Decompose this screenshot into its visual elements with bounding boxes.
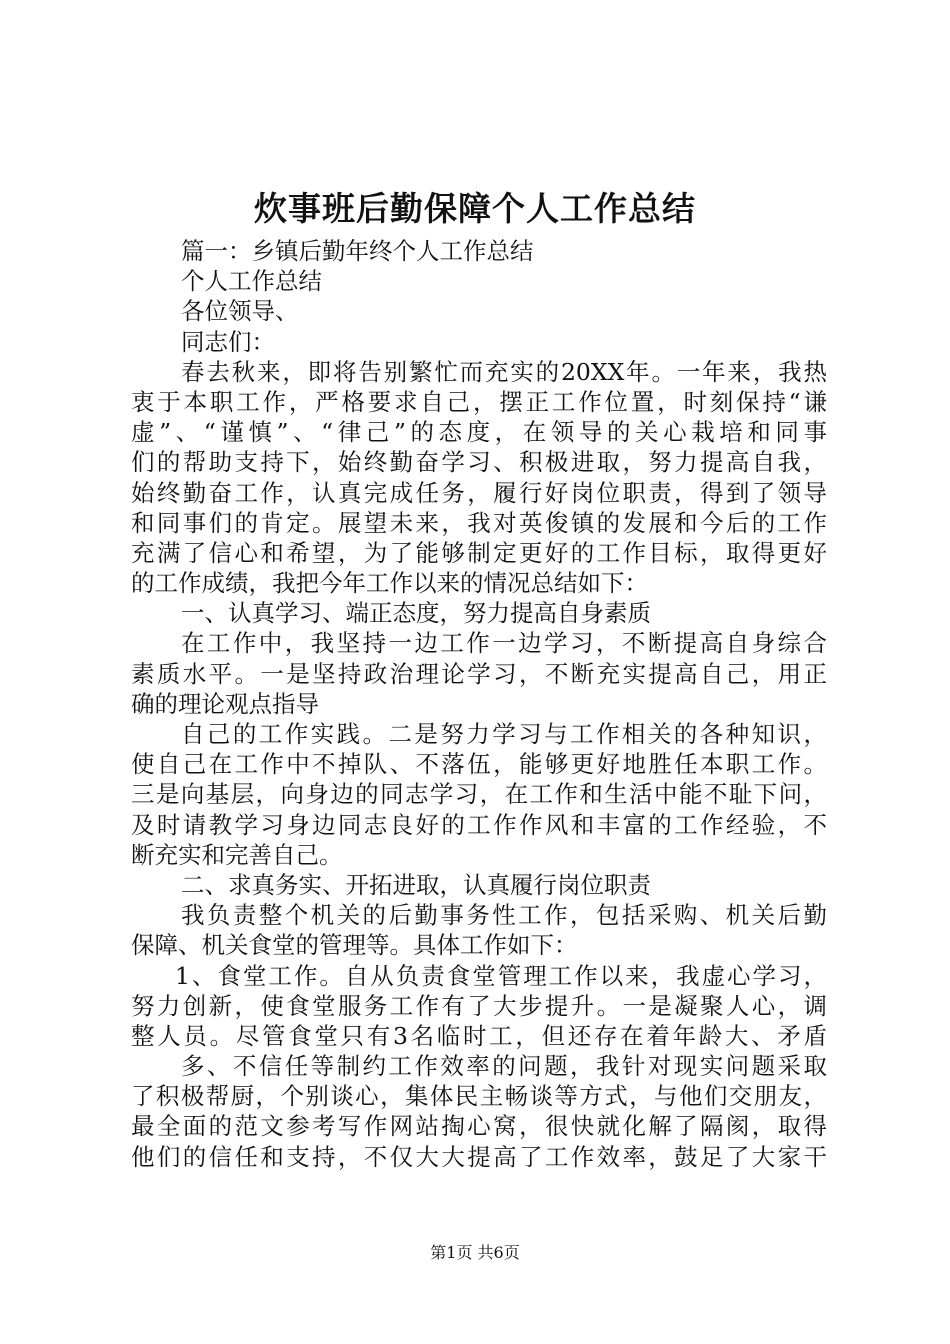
text-line: 使自己在工作中不掉队、不落伍，能够更好地胜任本职工作。 [131,750,827,779]
text-line: 我负责整个机关的后勤事务性工作，包括采购、机关后勤 [181,901,827,930]
text-line: 及时请教学习身边同志良好的工作作风和丰富的工作经验，不 [131,810,827,839]
text-line: 衷于本职工作，严格要求自己，摆正工作位置，时刻保持“谦 [131,387,827,416]
text-line: 同志们： [181,327,275,356]
text-line: 虚”、“谨慎”、“律己”的态度，在领导的关心栽培和同事 [131,418,827,447]
text-line: 保障、机关食堂的管理等。具体工作如下： [131,931,578,960]
text-line: 努力创新，使食堂服务工作有了大步提升。一是凝聚人心，调 [131,991,827,1020]
text-line: 春去秋来，即将告别繁忙而充实的20XX年。一年来，我热 [181,357,827,386]
text-line: 素质水平。一是坚持政治理论学习，不断充实提高自己，用正 [131,659,827,688]
text-line: 了积极帮厨，个别谈心，集体民主畅谈等方式，与他们交朋友， [131,1082,827,1111]
text-line: 1、食堂工作。自从负责食堂管理工作以来，我虚心学习， [175,961,827,990]
text-line: 在工作中，我坚持一边工作一边学习，不断提高自身综合 [181,629,827,658]
text-line: 二、求真务实、开拓进取，认真履行岗位职责 [181,870,651,899]
text-line: 各位领导、 [181,297,299,326]
text-line: 整人员。尽管食堂只有3名临时工，但还存在着年龄大、矛盾 [131,1021,827,1050]
text-line: 始终勤奋工作，认真完成任务，履行好岗位职责，得到了领导 [131,478,827,507]
text-line: 和同事们的肯定。展望未来，我对英俊镇的发展和今后的工作 [131,508,827,537]
document-title: 炊事班后勤保障个人工作总结 [254,189,696,228]
text-line: 个人工作总结 [181,267,322,296]
text-line: 他们的信任和支持，不仅大大提高了工作效率，鼓足了大家干 [131,1142,827,1171]
text-line: 一、认真学习、端正态度，努力提高自身素质 [181,599,651,628]
text-line: 三是向基层，向身边的同志学习，在工作和生活中能不耻下问， [131,780,827,809]
page-footer: 第1页 共6页 [430,1243,520,1262]
text-line: 断充实和完善自己。 [131,840,343,869]
text-line: 的工作成绩，我把今年工作以来的情况总结如下： [131,569,648,598]
text-line: 多、不信任等制约工作效率的问题，我针对现实问题采取 [181,1052,827,1081]
document-body [131,236,827,1172]
text-line: 确的理论观点指导 [131,689,319,718]
text-line: 最全面的范文参考写作网站掏心窝，很快就化解了隔阂，取得 [131,1112,827,1141]
text-line: 自己的工作实践。二是努力学习与工作相关的各种知识， [181,720,827,748]
text-line: 充满了信心和希望，为了能够制定更好的工作目标，取得更好 [131,538,827,567]
text-line: 们的帮助支持下，始终勤奋学习、积极进取，努力提高自我， [131,448,827,477]
text-line: 篇一：乡镇后勤年终个人工作总结 [181,237,534,265]
